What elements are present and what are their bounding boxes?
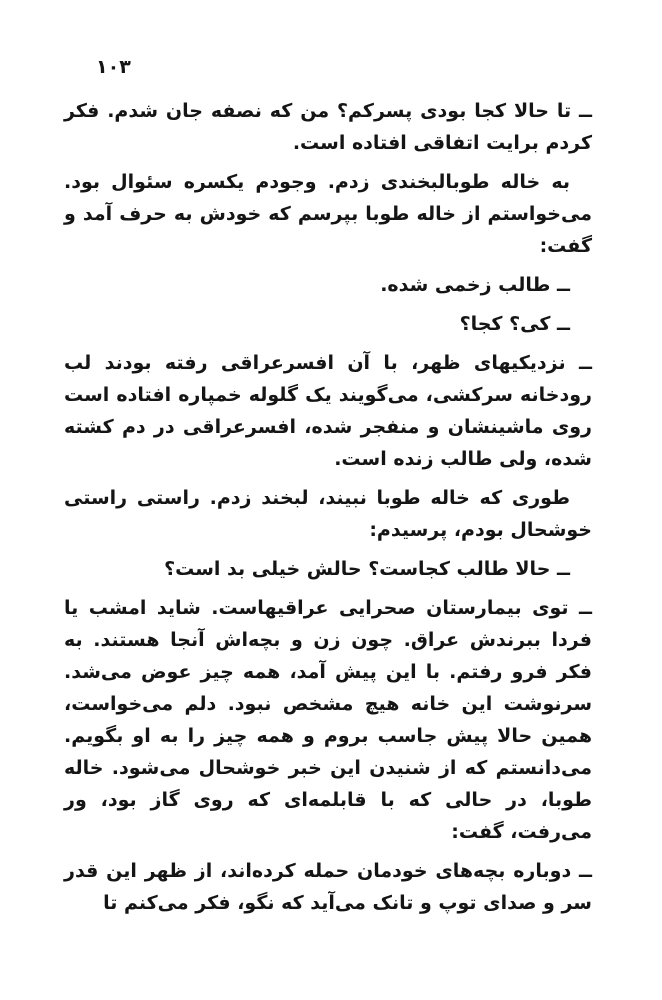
paragraph-4: ــ کی؟ کجا؟ (459, 313, 570, 335)
paragraph-2: به خاله طوبالبخندی زدم. وجودم یکسره سئوال بود. می‌خواستم از خاله طوبا بپرسم که خودش به حرف آمد و گفت: (64, 171, 592, 257)
page-text (64, 95, 592, 926)
paragraph-7: ــ حالا طالب کجاست؟ حالش خیلی بد است؟ (164, 558, 570, 580)
paragraph-5: ــ نزدیکیهای ظهر، با آن افسرعراقی رفته بودند لب رودخانه سرکشی، می‌گویند یک گلوله خمپاره افتاده است روی ماشینشان و منفجر شده، افسرعراقی در دم کشته شده، ولی طالب زنده است. (64, 352, 592, 470)
page-number: ۱۰۳ (96, 56, 131, 78)
paragraph-1: ــ تا حالا کجا بودی پسرکم؟ من که نصفه جان شدم. فکر کردم برایت اتفاقی افتاده است. (64, 100, 592, 154)
paragraph-3: ــ طالب زخمی شده. (380, 274, 570, 296)
paragraph-9: ــ دوباره بچه‌های خودمان حمله کرده‌اند، از ظهر این قدر سر و صدای توپ و تانک می‌آید که نگو، فکر می‌کنم تا (64, 860, 592, 914)
paragraph-8: ــ توی بیمارستان صحرایی عراقیهاست. شاید امشب یا فردا ببرندش عراق. چون زن و بچه‌اش آنجا هستند. به فکر فرو رفتم. با این پیش آمد، همه چیز عوض می‌شد. سرنوشت این خانه هیچ مشخص نبود. دلم می‌خواست، همین حالا پیش جاسب بروم و همه چیز را به او بگویم. می‌دانستم که از شنیدن این خبر خوشحال می‌شود. خاله طوبا، در حالی که با قابلمه‌ای که روی گاز بود، ور می‌رفت، گفت: (64, 597, 592, 843)
paragraph-6: طوری که خاله طوبا نبیند، لبخند زدم. راستی راستی خوشحال بودم، پرسیدم: (64, 487, 592, 541)
